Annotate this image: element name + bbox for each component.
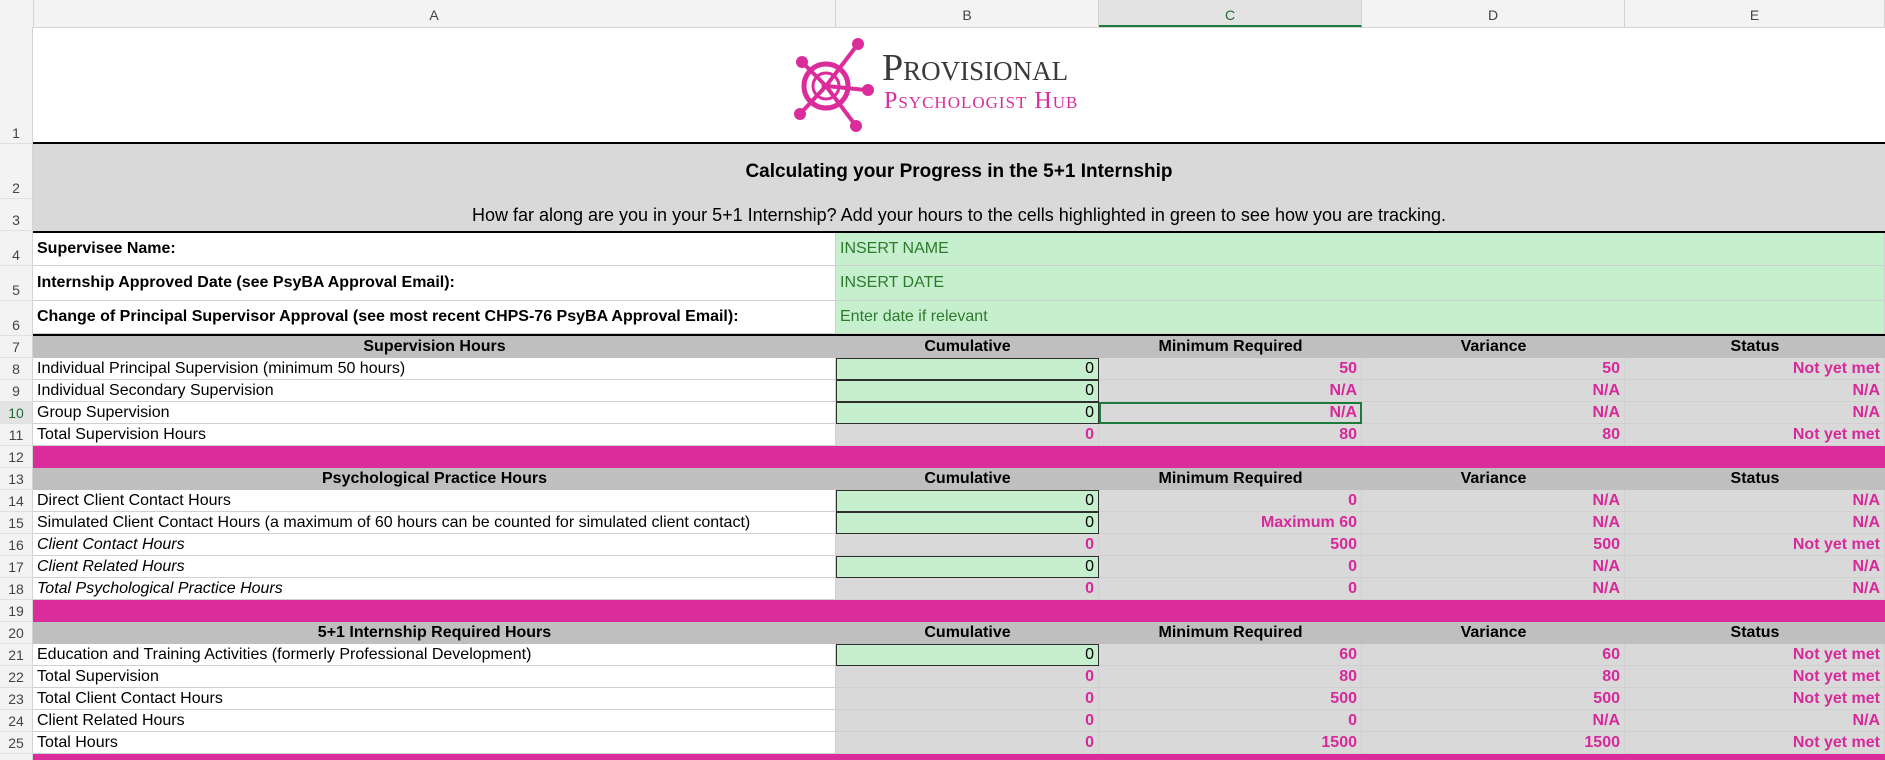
- row-header-8[interactable]: 8: [0, 358, 33, 380]
- hub-network-icon: [800, 44, 866, 126]
- column-header-e[interactable]: E: [1625, 0, 1885, 27]
- section-divider: [33, 446, 1885, 468]
- variance-value: N/A: [1362, 402, 1625, 424]
- row-header-13[interactable]: 13: [0, 468, 33, 490]
- minimum-value: 0: [1099, 578, 1362, 600]
- column-header-b[interactable]: B: [836, 0, 1099, 27]
- row-header-3[interactable]: 3: [0, 199, 33, 231]
- status-value: N/A: [1625, 402, 1885, 424]
- header-cumulative: Cumulative: [924, 338, 1011, 355]
- logo-row: [33, 27, 1885, 144]
- status-value: Not yet met: [1625, 688, 1885, 710]
- minimum-value: 80: [1099, 666, 1362, 688]
- column-header-bar: [0, 0, 1885, 28]
- row-label: Total Hours: [33, 732, 836, 754]
- status-value: N/A: [1625, 380, 1885, 402]
- column-header-c[interactable]: C: [1099, 0, 1362, 27]
- info-row-name: [33, 231, 1885, 266]
- row-header-17[interactable]: 17: [0, 556, 33, 578]
- header-cumulative: Cumulative: [924, 624, 1011, 641]
- row-header-10[interactable]: 10: [0, 402, 33, 424]
- row-label: Simulated Client Contact Hours (a maximum of 60 hours can be counted for simulated client contact): [33, 512, 836, 534]
- section-title: 5+1 Internship Required Hours: [317, 624, 552, 641]
- header-minimum: Minimum Required: [1158, 470, 1303, 487]
- table-row: [33, 424, 1885, 446]
- row-header-4[interactable]: 4: [0, 231, 33, 266]
- status-value: Not yet met: [1625, 534, 1885, 556]
- status-value: Not yet met: [1625, 358, 1885, 380]
- table-row: [33, 732, 1885, 754]
- minimum-value: 0: [1099, 556, 1362, 578]
- minimum-value: N/A: [1099, 380, 1362, 402]
- row-label: Total Supervision: [33, 666, 836, 688]
- select-all-corner[interactable]: [0, 0, 34, 27]
- section-divider: [33, 600, 1885, 622]
- status-value: N/A: [1625, 512, 1885, 534]
- section-divider: [33, 754, 1885, 760]
- variance-value: 80: [1362, 666, 1625, 688]
- row-header-26: [0, 754, 33, 760]
- header-status: Status: [1730, 624, 1780, 641]
- minimum-value: Maximum 60: [1099, 512, 1362, 534]
- row-header-20[interactable]: 20: [0, 622, 33, 644]
- table-row: [33, 688, 1885, 710]
- cumulative-input[interactable]: 0: [836, 358, 1099, 380]
- variance-value: 500: [1362, 534, 1625, 556]
- variance-value: N/A: [1362, 380, 1625, 402]
- status-value: Not yet met: [1625, 424, 1885, 446]
- page-title: Calculating your Progress in the 5+1 Internship: [745, 161, 1173, 182]
- approved-date-label: Internship Approved Date (see PsyBA Approval Email):: [33, 266, 836, 301]
- table-row: [33, 710, 1885, 732]
- header-status: Status: [1730, 470, 1780, 487]
- header-variance: Variance: [1460, 470, 1527, 487]
- row-header-5[interactable]: 5: [0, 266, 33, 301]
- section-title: Supervision Hours: [363, 338, 506, 355]
- title-block: [33, 142, 1885, 233]
- header-minimum: Minimum Required: [1158, 338, 1303, 355]
- header-cumulative: Cumulative: [924, 470, 1011, 487]
- row-header-7[interactable]: 7: [0, 336, 33, 358]
- cumulative-value: 0: [836, 424, 1099, 446]
- header-minimum: Minimum Required: [1158, 624, 1303, 641]
- header-status: Status: [1730, 338, 1780, 355]
- variance-value: 500: [1362, 688, 1625, 710]
- info-row-change: [33, 301, 1885, 336]
- page-subtitle: How far along are you in your 5+1 Internship? Add your hours to the cells highlighted in green to see how you are tracking.: [471, 205, 1447, 225]
- variance-value: N/A: [1362, 490, 1625, 512]
- table-row: [33, 534, 1885, 556]
- column-header-d[interactable]: D: [1362, 0, 1625, 27]
- provisional-psychologist-hub-logo: [790, 34, 1130, 134]
- change-supervisor-label: Change of Principal Supervisor Approval (see most recent CHPS-76 PsyBA Approval Email):: [33, 301, 836, 334]
- cumulative-value: 0: [836, 666, 1099, 688]
- minimum-value: 0: [1099, 710, 1362, 732]
- cumulative-value: 0: [836, 732, 1099, 754]
- row-header-15[interactable]: 15: [0, 512, 33, 534]
- section-header-required: [33, 622, 1885, 644]
- variance-value: 80: [1362, 424, 1625, 446]
- row-label: Client Related Hours: [33, 710, 836, 732]
- cumulative-value: 0: [836, 578, 1099, 600]
- variance-value: N/A: [1362, 512, 1625, 534]
- minimum-value: 60: [1099, 644, 1362, 666]
- row-header-23[interactable]: 23: [0, 688, 33, 710]
- variance-value: N/A: [1362, 556, 1625, 578]
- row-label: Total Supervision Hours: [33, 424, 836, 446]
- section-header-supervision: [33, 336, 1885, 358]
- row-label: Individual Principal Supervision (minimum 50 hours): [33, 358, 836, 380]
- cumulative-value: 0: [836, 688, 1099, 710]
- row-header-22[interactable]: 22: [0, 666, 33, 688]
- cumulative-input[interactable]: 0: [836, 380, 1099, 402]
- row-header-6[interactable]: 6: [0, 301, 33, 336]
- header-variance: Variance: [1460, 338, 1527, 355]
- minimum-value: 500: [1099, 688, 1362, 710]
- table-row: [33, 358, 1885, 380]
- row-header-16[interactable]: 16: [0, 534, 33, 556]
- minimum-value: 50: [1099, 358, 1362, 380]
- section-header-practice: [33, 468, 1885, 490]
- status-value: Not yet met: [1625, 644, 1885, 666]
- cumulative-input[interactable]: 0: [836, 512, 1099, 534]
- supervisee-name-input[interactable]: INSERT NAME: [836, 233, 1885, 266]
- minimum-value: 1500: [1099, 732, 1362, 754]
- column-header-a[interactable]: A: [33, 0, 836, 27]
- variance-value: N/A: [1362, 578, 1625, 600]
- minimum-value-selected[interactable]: N/A: [1099, 402, 1362, 424]
- cumulative-value: 0: [836, 534, 1099, 556]
- section-title: Psychological Practice Hours: [322, 470, 547, 487]
- cumulative-input[interactable]: 0: [836, 644, 1099, 666]
- status-value: Not yet met: [1625, 732, 1885, 754]
- status-value: Not yet met: [1625, 666, 1885, 688]
- row-header-18[interactable]: 18: [0, 578, 33, 600]
- row-header-21[interactable]: 21: [0, 644, 33, 666]
- row-header-2[interactable]: 2: [0, 144, 33, 199]
- status-value: N/A: [1625, 556, 1885, 578]
- table-row: [33, 556, 1885, 578]
- cumulative-value: 0: [836, 710, 1099, 732]
- table-row: [33, 644, 1885, 666]
- table-row: [33, 380, 1885, 402]
- status-value: N/A: [1625, 490, 1885, 512]
- row-label: Direct Client Contact Hours: [33, 490, 836, 512]
- row-header-24[interactable]: 24: [0, 710, 33, 732]
- variance-value: 60: [1362, 644, 1625, 666]
- cumulative-input[interactable]: 0: [836, 490, 1099, 512]
- header-variance: Variance: [1460, 624, 1527, 641]
- row-header-9[interactable]: 9: [0, 380, 33, 402]
- row-label: Education and Training Activities (formerly Professional Development): [33, 644, 836, 666]
- table-row: [33, 666, 1885, 688]
- variance-value: 50: [1362, 358, 1625, 380]
- minimum-value: 80: [1099, 424, 1362, 446]
- variance-value: N/A: [1362, 710, 1625, 732]
- row-label: Individual Secondary Supervision: [33, 380, 836, 402]
- row-header-12[interactable]: 12: [0, 446, 33, 468]
- row-header-19[interactable]: 19: [0, 600, 33, 622]
- cumulative-input[interactable]: 0: [836, 556, 1099, 578]
- cumulative-input[interactable]: 0: [836, 402, 1099, 424]
- status-value: N/A: [1625, 578, 1885, 600]
- table-row: [33, 578, 1885, 600]
- row-label: Total Psychological Practice Hours: [33, 578, 836, 600]
- approved-date-input[interactable]: INSERT DATE: [836, 266, 1885, 301]
- status-value: N/A: [1625, 710, 1885, 732]
- row-header-25[interactable]: 25: [0, 732, 33, 754]
- logo-line1: Provisional: [882, 47, 1069, 89]
- supervisee-name-label: Supervisee Name:: [33, 233, 836, 266]
- row-label: Client Related Hours: [33, 556, 836, 578]
- row-header-14[interactable]: 14: [0, 490, 33, 512]
- minimum-value: 500: [1099, 534, 1362, 556]
- table-row: [33, 512, 1885, 534]
- info-row-date: [33, 266, 1885, 301]
- svg-text:H: H: [820, 79, 832, 96]
- row-header-11[interactable]: 11: [0, 424, 33, 446]
- row-label: Client Contact Hours: [33, 534, 836, 556]
- row-label: Group Supervision: [33, 402, 836, 424]
- minimum-value: 0: [1099, 490, 1362, 512]
- logo-line2: Psychologist Hub: [884, 88, 1079, 114]
- row-header-1[interactable]: 1: [0, 27, 33, 144]
- table-row: [33, 490, 1885, 512]
- table-row: [33, 402, 1885, 424]
- change-supervisor-input[interactable]: Enter date if relevant: [836, 301, 1885, 334]
- row-label: Total Client Contact Hours: [33, 688, 836, 710]
- variance-value: 1500: [1362, 732, 1625, 754]
